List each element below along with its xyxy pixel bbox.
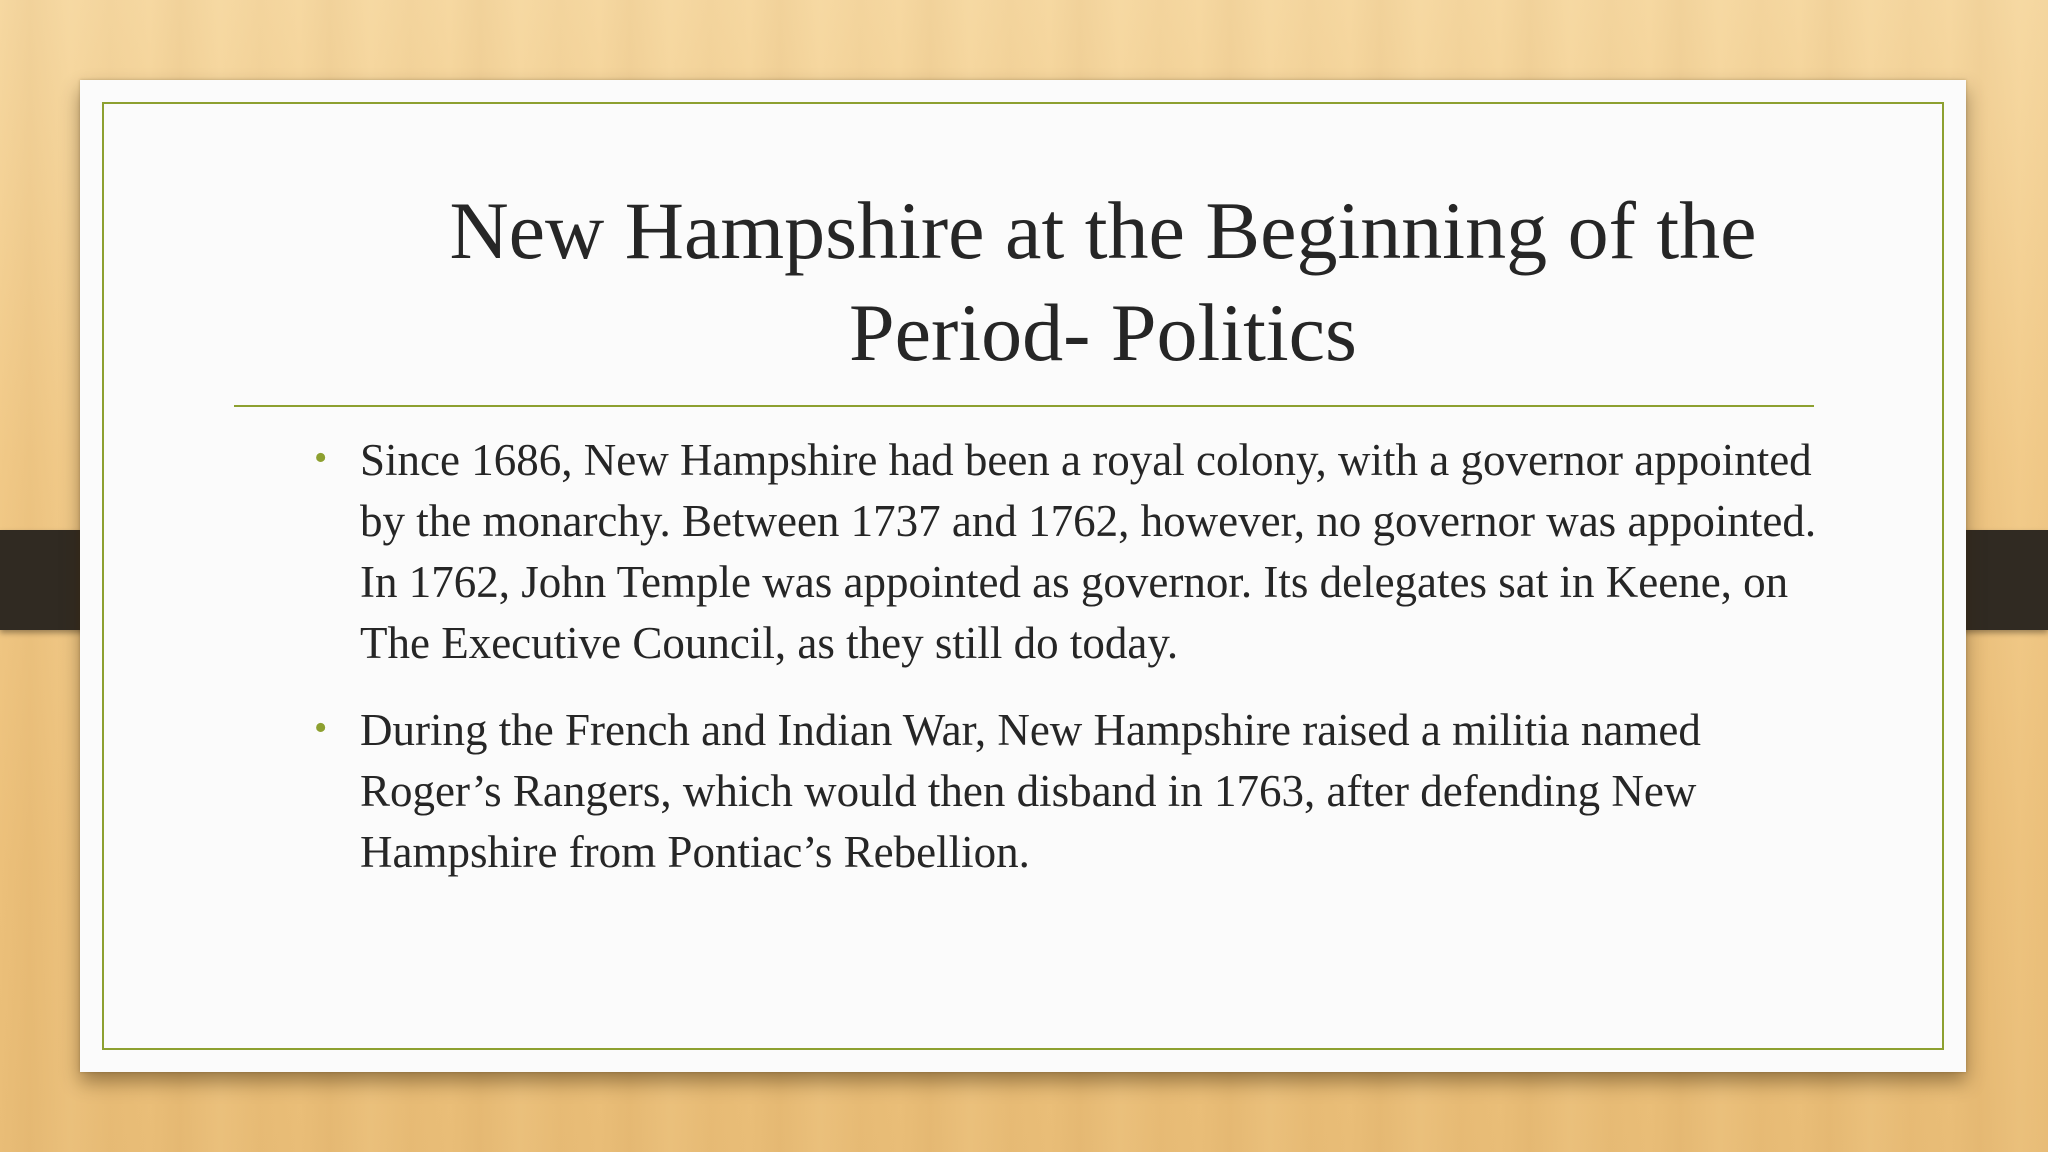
slide-card: [80, 80, 1966, 1072]
bullet-item: [280, 700, 1840, 883]
title-divider: [234, 405, 1814, 407]
bullet-text: Since 1686, New Hampshire had been a royal colony, with a governor appointed by the monarchy. Between 1737 and 1762, however, no governor was appointed. In 1762, John Temple was appointed as governor. Its delegates sat in Keene, on The Executive Council, as they still do today.: [360, 435, 1817, 668]
slide-title: [220, 180, 1986, 384]
bullet-item: [280, 430, 1840, 674]
bullet-dot-icon: •: [314, 437, 328, 479]
bullet-text: During the French and Indian War, New Hampshire raised a militia named Roger’s Rangers, which would then disband in 1763, after defending New Hampshire from Pontiac’s Rebellion.: [360, 705, 1701, 877]
bullet-list: [280, 430, 1840, 909]
slide-title-line-1: New Hampshire at the Beginning of the: [449, 185, 1757, 276]
bullet-dot-icon: •: [314, 707, 328, 749]
slide-title-line-2: Period- Politics: [849, 287, 1357, 378]
